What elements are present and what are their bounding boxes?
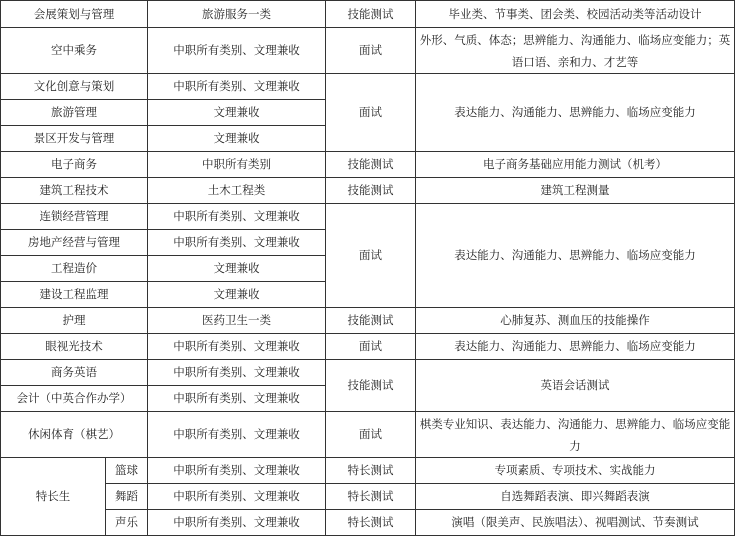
major-cell: 旅游管理 <box>1 100 148 126</box>
table-row <box>1 510 735 536</box>
table-row <box>1 412 735 458</box>
major-cell: 眼视光技术 <box>1 334 148 360</box>
method-cell: 技能测试 <box>326 152 416 178</box>
category-cell: 中职所有类别、文理兼收 <box>148 510 326 536</box>
major-cell: 空中乘务 <box>1 28 148 74</box>
major-cell: 房地产经营与管理 <box>1 230 148 256</box>
category-cell: 中职所有类别、文理兼收 <box>148 204 326 230</box>
category-cell: 文理兼收 <box>148 282 326 308</box>
method-cell: 技能测试 <box>326 360 416 412</box>
method-cell: 技能测试 <box>326 178 416 204</box>
method-cell: 面试 <box>326 334 416 360</box>
table-row <box>1 152 735 178</box>
major-cell: 电子商务 <box>1 152 148 178</box>
major-cell: 景区开发与管理 <box>1 126 148 152</box>
method-cell: 特长测试 <box>326 484 416 510</box>
method-cell: 面试 <box>326 74 416 152</box>
content-cell: 自选舞蹈表演、即兴舞蹈表演 <box>416 484 735 510</box>
content-cell: 表达能力、沟通能力、思辨能力、临场应变能力 <box>416 74 735 152</box>
content-cell: 英语会话测试 <box>416 360 735 412</box>
category-cell: 土木工程类 <box>148 178 326 204</box>
content-cell: 表达能力、沟通能力、思辨能力、临场应变能力 <box>416 334 735 360</box>
category-cell: 文理兼收 <box>148 100 326 126</box>
table-row <box>1 334 735 360</box>
category-cell: 文理兼收 <box>148 256 326 282</box>
major-cell: 会计（中英合作办学） <box>1 386 148 412</box>
major-cell: 休闲体育（棋艺） <box>1 412 148 458</box>
method-cell: 面试 <box>326 412 416 458</box>
table-row <box>1 28 735 74</box>
major-cell: 建设工程监理 <box>1 282 148 308</box>
major-cell: 文化创意与策划 <box>1 74 148 100</box>
content-cell: 心肺复苏、测血压的技能操作 <box>416 308 735 334</box>
major-cell: 建筑工程技术 <box>1 178 148 204</box>
content-cell: 外形、气质、体态；思辨能力、沟通能力、临场应变能力；英语口语、亲和力、才艺等 <box>416 28 735 74</box>
sub-major-cell: 声乐 <box>106 510 148 536</box>
content-cell: 毕业类、节事类、团会类、校园活动类等活动设计 <box>416 1 735 28</box>
category-cell: 中职所有类别、文理兼收 <box>148 74 326 100</box>
category-cell: 中职所有类别、文理兼收 <box>148 28 326 74</box>
sub-major-cell: 篮球 <box>106 458 148 484</box>
category-cell: 中职所有类别、文理兼收 <box>148 360 326 386</box>
content-cell: 建筑工程测量 <box>416 178 735 204</box>
method-cell: 技能测试 <box>326 308 416 334</box>
major-cell: 商务英语 <box>1 360 148 386</box>
content-cell: 棋类专业知识、表达能力、沟通能力、思辨能力、临场应变能力 <box>416 412 735 458</box>
content-cell: 表达能力、沟通能力、思辨能力、临场应变能力 <box>416 204 735 308</box>
category-cell: 中职所有类别、文理兼收 <box>148 334 326 360</box>
table-row <box>1 484 735 510</box>
category-cell: 中职所有类别、文理兼收 <box>148 412 326 458</box>
content-cell: 电子商务基础应用能力测试（机考） <box>416 152 735 178</box>
table-row <box>1 308 735 334</box>
category-cell: 中职所有类别、文理兼收 <box>148 230 326 256</box>
method-cell: 特长测试 <box>326 458 416 484</box>
table-row <box>1 360 735 386</box>
category-cell: 文理兼收 <box>148 126 326 152</box>
category-cell: 旅游服务一类 <box>148 1 326 28</box>
major-cell: 会展策划与管理 <box>1 1 148 28</box>
table-row <box>1 74 735 100</box>
table-row <box>1 1 735 28</box>
method-cell: 特长测试 <box>326 510 416 536</box>
major-cell: 护理 <box>1 308 148 334</box>
category-cell: 中职所有类别、文理兼收 <box>148 458 326 484</box>
category-cell: 中职所有类别 <box>148 152 326 178</box>
category-cell: 中职所有类别、文理兼收 <box>148 484 326 510</box>
table-row <box>1 178 735 204</box>
table-row <box>1 204 735 230</box>
table-row <box>1 458 735 484</box>
major-cell: 连锁经营管理 <box>1 204 148 230</box>
content-cell: 专项素质、专项技术、实战能力 <box>416 458 735 484</box>
method-cell: 面试 <box>326 204 416 308</box>
major-cell: 特长生 <box>1 458 106 536</box>
method-cell: 技能测试 <box>326 1 416 28</box>
category-cell: 中职所有类别、文理兼收 <box>148 386 326 412</box>
content-cell: 演唱（限美声、民族唱法）、视唱测试、节奏测试 <box>416 510 735 536</box>
sub-major-cell: 舞蹈 <box>106 484 148 510</box>
category-cell: 医药卫生一类 <box>148 308 326 334</box>
method-cell: 面试 <box>326 28 416 74</box>
major-cell: 工程造价 <box>1 256 148 282</box>
